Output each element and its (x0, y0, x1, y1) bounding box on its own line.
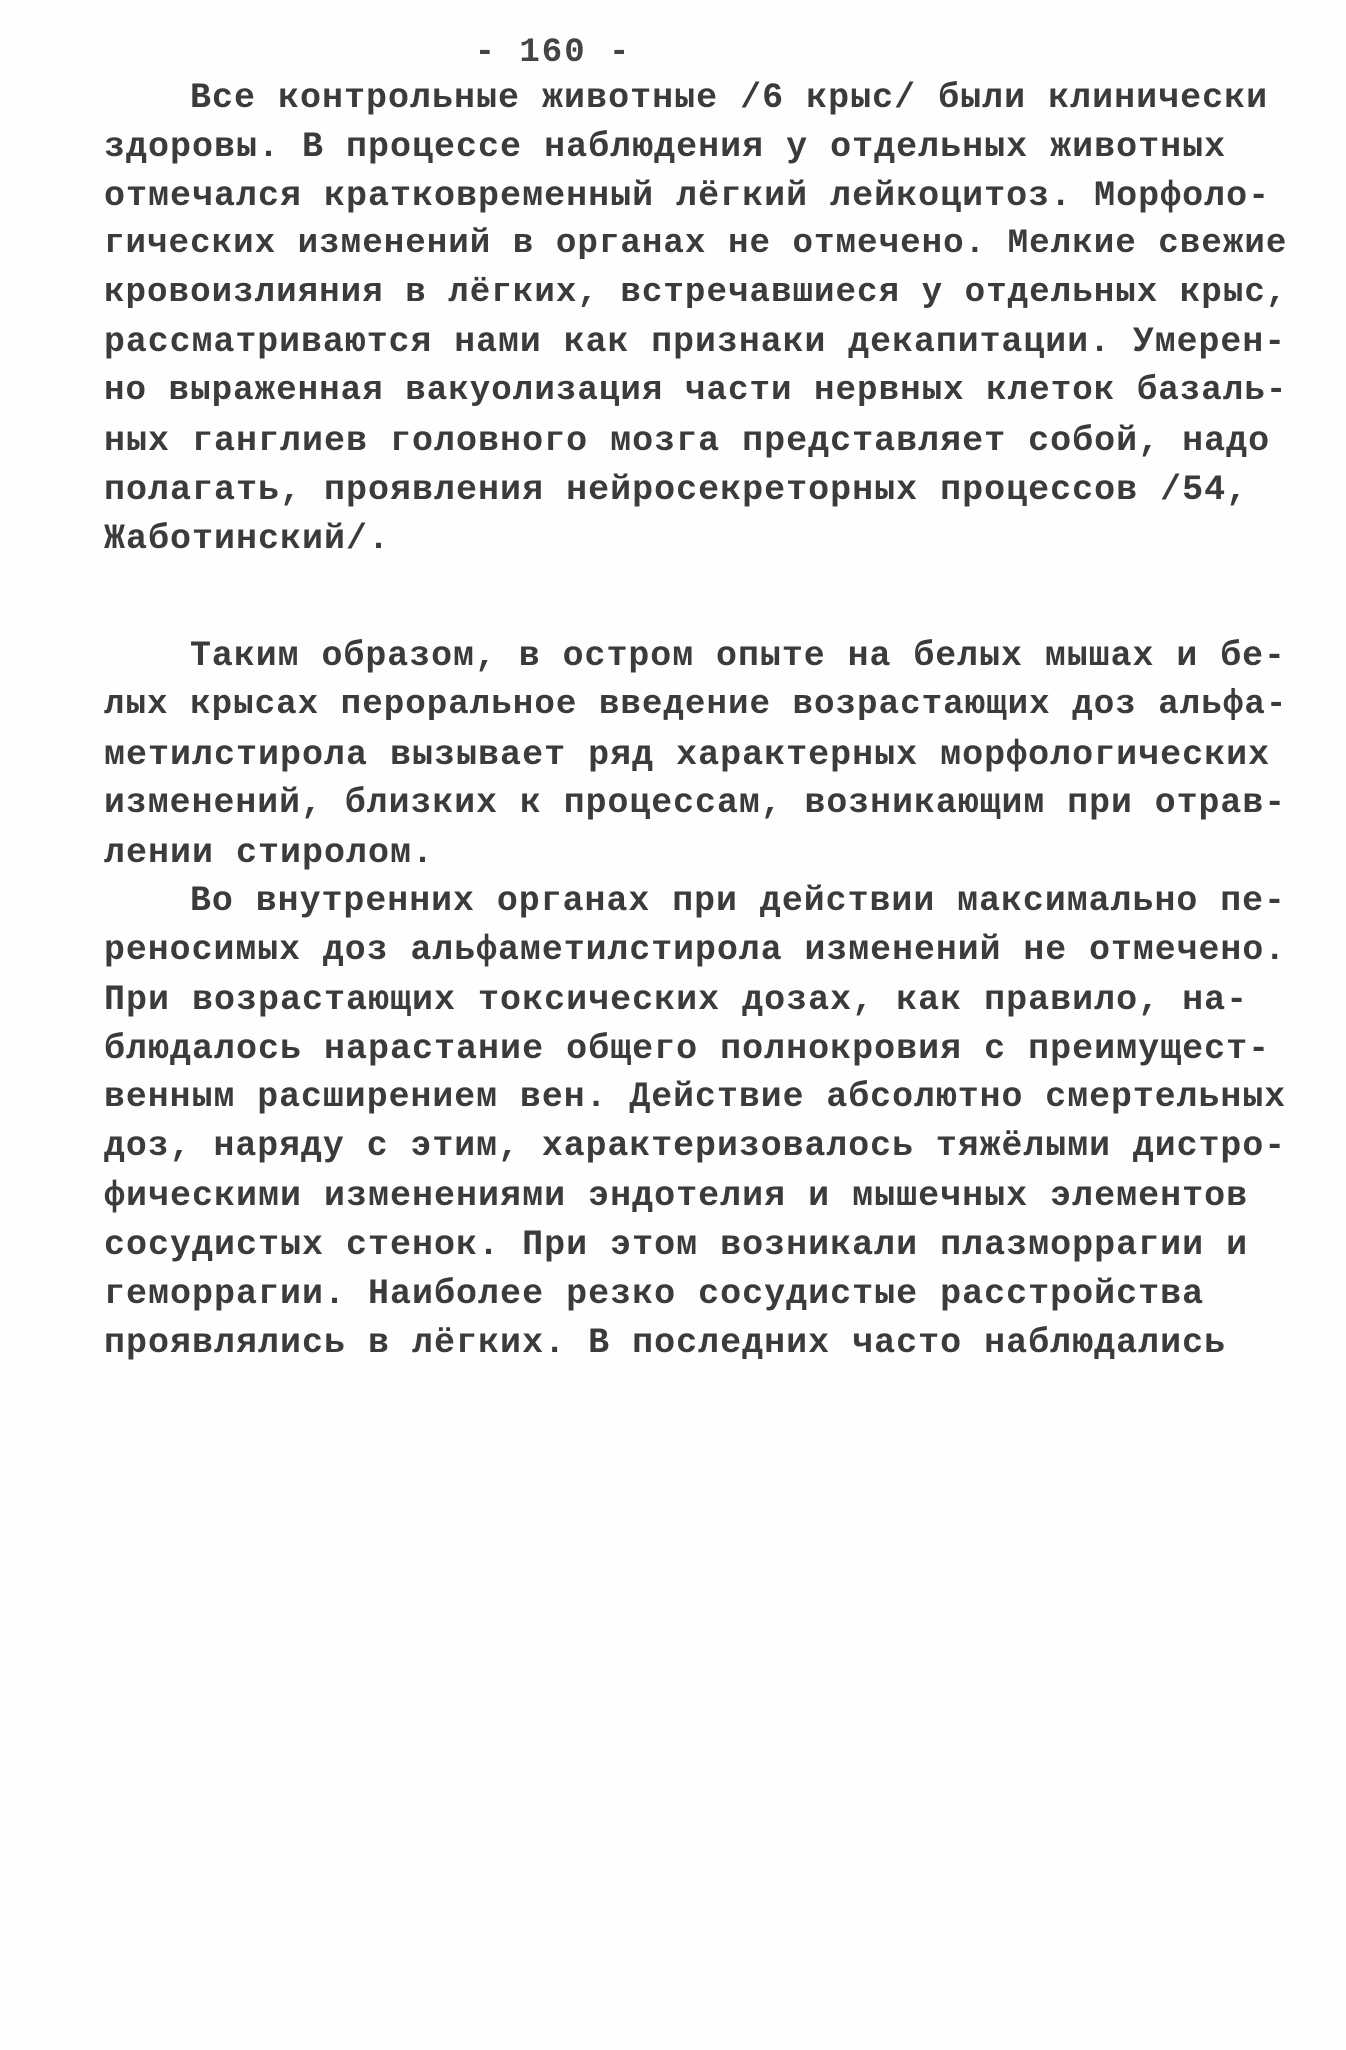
text-line: отмечался кратковременный лёгкий лейкоцитоз. Морфоло- (104, 176, 1271, 216)
text-line: полагать, проявления нейросекреторных процессов /54, (104, 470, 1249, 510)
text-line: сосудистых стенок. При этом возникали плазморрагии и (104, 1225, 1249, 1265)
text-line: доз, наряду с этим, характеризовалось тяжёлыми дистро- (104, 1127, 1287, 1166)
text-line: кровоизлияния в лёгких, встречавшиеся у отдельных крыс, (104, 274, 1288, 312)
page-number: - 160 - (474, 34, 632, 72)
text-line: лых крысах пероральное введение возрастающих доз альфа- (104, 686, 1288, 724)
text-line: здоровы. В процессе наблюдения у отдельных животных (104, 127, 1227, 167)
text-line: ных ганглиев головного мозга представляет собой, надо (104, 421, 1271, 461)
text-line: Все контрольные животные /6 крыс/ были клинически (190, 78, 1269, 118)
text-line: фическими изменениями эндотелия и мышечных элементов (104, 1176, 1249, 1216)
text-line: Жаботинский/. (104, 519, 391, 559)
text-line: метилстирола вызывает ряд характерных морфологических (104, 735, 1271, 775)
text-line: Во внутренних органах при действии максимально пе- (190, 882, 1286, 921)
text-line: При возрастающих токсических дозах, как правило, на- (104, 980, 1249, 1020)
text-line: лении стиролом. (104, 833, 435, 873)
text-line: проявлялись в лёгких. В последних часто наблюдались (104, 1323, 1227, 1363)
text-line: рассматриваются нами как признаки декапитации. Умерен- (104, 323, 1287, 362)
text-line: геморрагии. Наиболее резко сосудистые расстройства (104, 1274, 1205, 1314)
text-line: гических изменений в органах не отмечено. Мелкие свежие (104, 225, 1288, 263)
text-line: изменений, близких к процессам, возникающим при отрав- (104, 784, 1287, 823)
text-line: венным расширением вен. Действие абсолютно смертельных (104, 1078, 1287, 1117)
text-line: блюдалось нарастание общего полнокровия с преимущест- (104, 1029, 1271, 1069)
text-line: реносимых доз альфаметилстирола изменений не отмечено. (104, 931, 1287, 970)
text-line: но выраженная вакуолизация части нервных клеток базаль- (104, 372, 1288, 410)
text-line: Таким образом, в остром опыте на белых мышах и бе- (190, 637, 1286, 676)
